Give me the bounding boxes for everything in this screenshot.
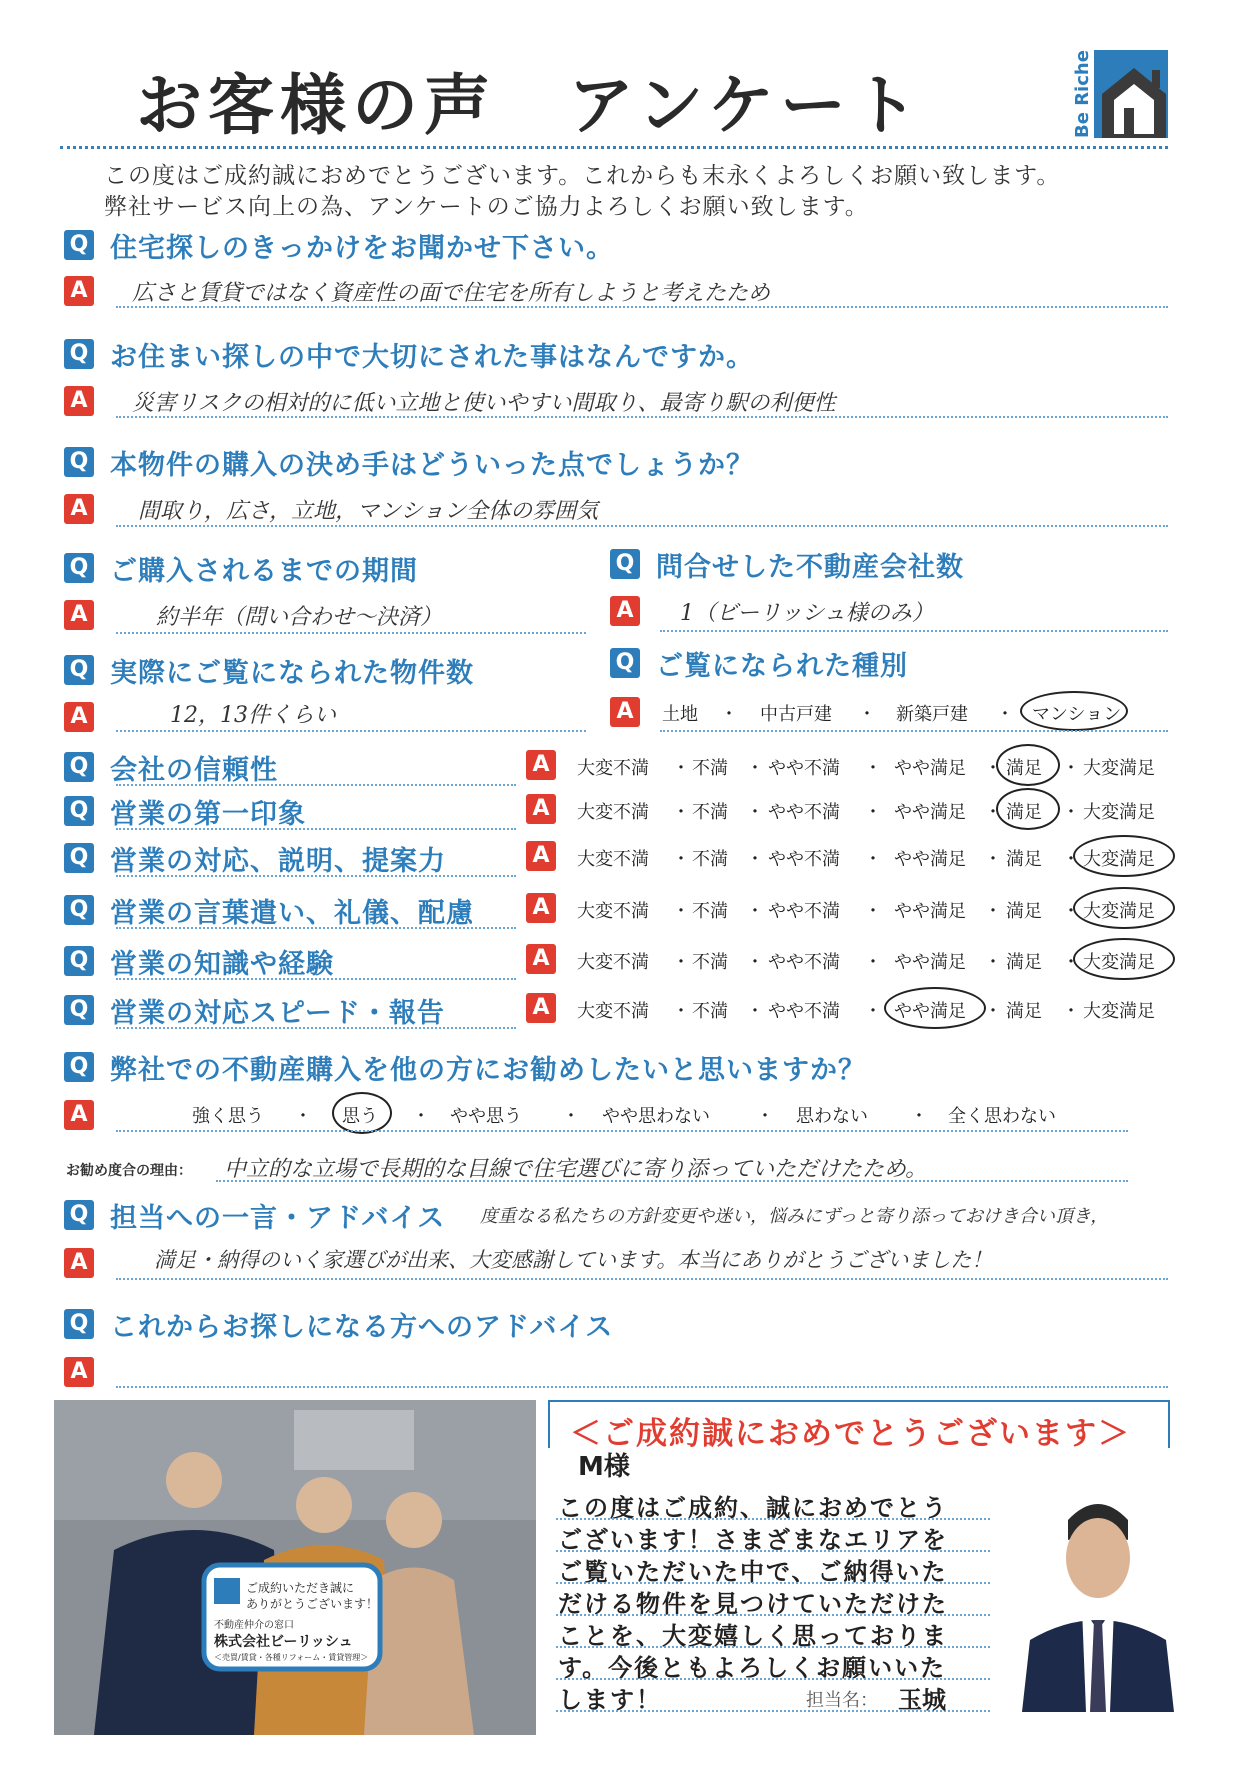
advice-staff-answer-1: 度重なる私たちの方針変更や迷い，悩みにずっと寄り添っておけき合い頂き， <box>480 1206 1109 1227</box>
q-icon: Q <box>64 1309 94 1339</box>
a-icon: A <box>526 944 556 974</box>
separator: ・ <box>864 802 882 823</box>
q-icon: Q <box>64 447 94 477</box>
a-icon: A <box>64 1357 94 1387</box>
separator: ・ <box>1062 758 1080 779</box>
separator: ・ <box>672 802 690 823</box>
answer-line <box>116 1130 1128 1132</box>
q-icon: Q <box>64 655 94 685</box>
company-logo <box>1072 46 1168 142</box>
separator: ・ <box>720 704 738 725</box>
customer-photo <box>54 1400 536 1735</box>
rating-option: 不満 <box>692 849 728 870</box>
separator: ・ <box>984 802 1002 823</box>
answer-2: 災害リスクの相対的に低い立地と使いやすい間取り、最寄り駅の利便性 <box>132 391 836 416</box>
answer-line <box>116 875 516 877</box>
rating-option: 大変不満 <box>577 849 649 870</box>
separator: ・ <box>858 704 876 725</box>
answer-line <box>116 1027 516 1029</box>
message-frame-right <box>1168 1400 1170 1448</box>
recommend-option-somewhat: やや思う <box>450 1106 522 1127</box>
message-line: この度はご成約、誠におめでとう <box>558 1494 948 1522</box>
separator: ・ <box>1062 1001 1080 1022</box>
answer-4: 約半年（問い合わせ～決済） <box>156 605 443 630</box>
question-2: お住まい探しの中で大切にされた事はなんですか。 <box>110 342 754 373</box>
separator: ・ <box>672 849 690 870</box>
separator: ・ <box>746 1001 764 1022</box>
rating-question-proposal: 営業の対応、説明、提案力 <box>110 846 446 877</box>
answer-line <box>116 730 586 732</box>
q-icon: Q <box>610 648 640 678</box>
rating-option: 満足 <box>1006 1001 1042 1022</box>
answer-line <box>116 525 1168 527</box>
answer-6: 12，13件くらい <box>170 703 336 728</box>
selected-circle <box>1073 887 1175 929</box>
answer-3: 間取り，広さ，立地，マンション全体の雰囲気 <box>138 499 599 524</box>
rating-option: やや不満 <box>768 1001 840 1022</box>
answer-line <box>116 978 516 980</box>
rating-option: 不満 <box>692 802 728 823</box>
separator: ・ <box>984 758 1002 779</box>
separator: ・ <box>864 901 882 922</box>
rating-question-manners: 営業の言葉遣い、礼儀、配慮 <box>110 898 474 929</box>
q-icon: Q <box>64 995 94 1025</box>
rating-option: 不満 <box>692 1001 728 1022</box>
selected-circle <box>996 788 1060 830</box>
rating-option: やや満足 <box>894 758 966 779</box>
rating-question-knowledge: 営業の知識や経験 <box>110 949 334 980</box>
a-icon: A <box>526 794 556 824</box>
separator: ・ <box>1062 802 1080 823</box>
separator: ・ <box>996 704 1014 725</box>
a-icon: A <box>526 750 556 780</box>
type-option-new-house: 新築戸建 <box>896 704 968 725</box>
a-icon: A <box>64 494 94 524</box>
q-icon: Q <box>64 752 94 782</box>
question-3: 本物件の購入の決め手はどういった点でしょうか？ <box>110 450 754 481</box>
separator: ・ <box>746 849 764 870</box>
question-advice-staff: 担当への一言・アドバイス <box>110 1203 446 1234</box>
a-icon: A <box>64 600 94 630</box>
rating-option: 大変満足 <box>1083 952 1155 973</box>
answer-line <box>116 828 516 830</box>
message-frame-left <box>548 1400 550 1448</box>
rating-option: やや不満 <box>768 849 840 870</box>
rating-option: 満足 <box>1006 901 1042 922</box>
separator: ・ <box>984 901 1002 922</box>
type-option-mansion: マンション <box>1032 704 1122 725</box>
message-line: ことを、大変嬉しく思っておりま <box>558 1622 948 1650</box>
a-icon: A <box>64 276 94 306</box>
rating-option: 大変満足 <box>1083 1001 1155 1022</box>
q-icon: Q <box>64 1052 94 1082</box>
separator: ・ <box>756 1106 774 1127</box>
a-icon: A <box>610 697 640 727</box>
separator: ・ <box>864 952 882 973</box>
a-icon: A <box>526 993 556 1023</box>
answer-line <box>116 416 1168 418</box>
a-icon: A <box>526 841 556 871</box>
q-icon: Q <box>64 796 94 826</box>
a-icon: A <box>64 1100 94 1130</box>
a-icon: A <box>64 1248 94 1278</box>
answer-line <box>116 927 516 929</box>
selected-circle <box>1073 938 1175 980</box>
separator: ・ <box>412 1106 430 1127</box>
rating-option: やや満足 <box>894 952 966 973</box>
answer-1: 広さと賃貸ではなく資産性の面で住宅を所有しようと考えたため <box>132 281 771 306</box>
rating-option: 大変不満 <box>577 952 649 973</box>
answer-line <box>216 1180 1128 1182</box>
answer-line <box>116 1386 1168 1388</box>
rating-option: 大変満足 <box>1083 849 1155 870</box>
message-title: ＜ご成約誠におめでとうございます＞ <box>570 1416 1131 1452</box>
rating-question-first-impression: 営業の第一印象 <box>110 799 306 830</box>
rating-option: やや不満 <box>768 802 840 823</box>
intro-line-2: 弊社サービス向上の為、アンケートのご協力よろしくお願い致します。 <box>104 194 869 220</box>
message-line: す。今後ともよろしくお願いいた <box>558 1654 947 1682</box>
rating-option: 大変不満 <box>577 1001 649 1022</box>
rating-option: 満足 <box>1006 758 1042 779</box>
recommend-option-not: 思わない <box>796 1106 868 1127</box>
staff-photo <box>1016 1480 1180 1712</box>
answer-line <box>116 1278 1168 1280</box>
message-line: ございます！さまざまなエリアを <box>558 1526 948 1554</box>
separator: ・ <box>984 849 1002 870</box>
rating-option: 満足 <box>1006 952 1042 973</box>
rating-option: 不満 <box>692 901 728 922</box>
a-icon: A <box>610 596 640 626</box>
rating-question-company-trust: 会社の信頼性 <box>110 755 278 786</box>
staff-name: 玉城 <box>898 1686 946 1714</box>
separator: ・ <box>1062 849 1080 870</box>
separator: ・ <box>746 952 764 973</box>
recommend-option-strong: 強く思う <box>192 1106 264 1127</box>
q-icon: Q <box>64 1200 94 1230</box>
separator: ・ <box>294 1106 312 1127</box>
a-icon: A <box>64 386 94 416</box>
a-icon: A <box>526 893 556 923</box>
type-option-land: 土地 <box>662 704 698 725</box>
page-title: お客様の声 アンケート <box>135 67 925 144</box>
advice-staff-answer-2: 満足・納得のいく家選びが出来、大変感謝しています。本当にありがとうございました！ <box>154 1248 993 1272</box>
q-icon: Q <box>610 549 640 579</box>
separator: ・ <box>672 901 690 922</box>
question-5: 問合せした不動産会社数 <box>656 552 964 583</box>
question-6: 実際にご覧になられた物件数 <box>110 658 474 689</box>
rating-option: 大変不満 <box>577 901 649 922</box>
question-1: 住宅探しのきっかけをお聞かせ下さい。 <box>110 233 614 264</box>
selected-circle <box>996 744 1060 786</box>
separator: ・ <box>746 901 764 922</box>
staff-label: 担当名： <box>806 1690 878 1711</box>
rating-option: やや不満 <box>768 901 840 922</box>
message-line: ご覧いただいた中で、ご納得いた <box>558 1558 948 1586</box>
rating-option: 不満 <box>692 758 728 779</box>
rating-option: やや満足 <box>894 1001 966 1022</box>
separator: ・ <box>984 952 1002 973</box>
separator: ・ <box>672 952 690 973</box>
question-4: ご購入されるまでの期間 <box>110 556 418 587</box>
separator: ・ <box>746 758 764 779</box>
customer-name: M様 <box>578 1452 630 1482</box>
separator: ・ <box>864 849 882 870</box>
rating-option: 大変満足 <box>1083 802 1155 823</box>
separator: ・ <box>1062 952 1080 973</box>
selected-circle <box>1020 691 1128 731</box>
message-line: だける物件を見つけていただけた <box>558 1590 948 1618</box>
rating-option: 大変不満 <box>577 802 649 823</box>
intro-line-1: この度はご成約誠におめでとうございます。これからも末永くよろしくお願い致します。 <box>104 163 1061 189</box>
svg-text:Be Riche: Be Riche <box>1072 50 1093 138</box>
rating-option: やや不満 <box>768 952 840 973</box>
separator: ・ <box>910 1106 928 1127</box>
recommend-option-somewhat-not: やや思わない <box>602 1106 710 1127</box>
separator: ・ <box>864 1001 882 1022</box>
rating-question-speed: 営業の対応スピード・報告 <box>110 998 445 1029</box>
separator: ・ <box>984 1001 1002 1022</box>
q-icon: Q <box>64 553 94 583</box>
q-icon: Q <box>64 339 94 369</box>
reason-text: 中立的な立場で長期的な目線で住宅選びに寄り添っていただけたため。 <box>224 1157 928 1182</box>
q-icon: Q <box>64 230 94 260</box>
rating-option: 大変不満 <box>577 758 649 779</box>
rating-option: 大変満足 <box>1083 758 1155 779</box>
q-icon: Q <box>64 895 94 925</box>
separator: ・ <box>562 1106 580 1127</box>
recommend-option-never: 全く思わない <box>948 1106 1056 1127</box>
type-option-used-house: 中古戸建 <box>760 704 832 725</box>
separator: ・ <box>746 802 764 823</box>
svg-text:ありがとうございます！: ありがとうございます！ <box>246 1597 379 1611</box>
separator: ・ <box>672 1001 690 1022</box>
rating-option: やや満足 <box>894 901 966 922</box>
answer-line <box>116 306 1168 308</box>
answer-line <box>116 632 586 634</box>
message-frame <box>548 1400 1170 1402</box>
rating-option: やや満足 <box>894 849 966 870</box>
selected-circle <box>332 1092 392 1134</box>
rating-option: やや不満 <box>768 758 840 779</box>
question-recommend: 弊社での不動産購入を他の方にお勧めしたいと思いますか？ <box>110 1055 866 1086</box>
svg-text:株式会社ビーリッシュ: 株式会社ビーリッシュ <box>214 1634 353 1650</box>
answer-5: 1（ビーリッシュ様のみ） <box>680 601 934 626</box>
rating-option: 満足 <box>1006 849 1042 870</box>
reason-label: お勧め度合の理由： <box>66 1163 192 1179</box>
separator: ・ <box>1062 901 1080 922</box>
question-advice-future: これからお探しになる方へのアドバイス <box>110 1312 614 1343</box>
message-line: します！ <box>558 1686 662 1714</box>
q-icon: Q <box>64 843 94 873</box>
svg-text:ご成約いただき誠に: ご成約いただき誠に <box>246 1581 355 1595</box>
recommend-option-yes: 思う <box>342 1106 378 1127</box>
answer-line <box>660 730 1168 732</box>
separator: ・ <box>672 758 690 779</box>
separator: ・ <box>864 758 882 779</box>
rating-option: 満足 <box>1006 802 1042 823</box>
a-icon: A <box>64 702 94 732</box>
rating-option: 不満 <box>692 952 728 973</box>
answer-line <box>116 784 516 786</box>
selected-circle <box>1073 835 1175 877</box>
q-icon: Q <box>64 946 94 976</box>
selected-circle <box>884 987 986 1029</box>
svg-text:＜売買/賃貸・各種リフォーム・賃貸管理＞: ＜売買/賃貸・各種リフォーム・賃貸管理＞ <box>214 1653 369 1662</box>
header-divider <box>60 146 1168 149</box>
rating-option: やや満足 <box>894 802 966 823</box>
rating-option: 大変満足 <box>1083 901 1155 922</box>
answer-line <box>660 630 1168 632</box>
question-7: ご覧になられた種別 <box>656 651 908 682</box>
svg-text:不動産仲介の窓口: 不動産仲介の窓口 <box>214 1620 294 1631</box>
